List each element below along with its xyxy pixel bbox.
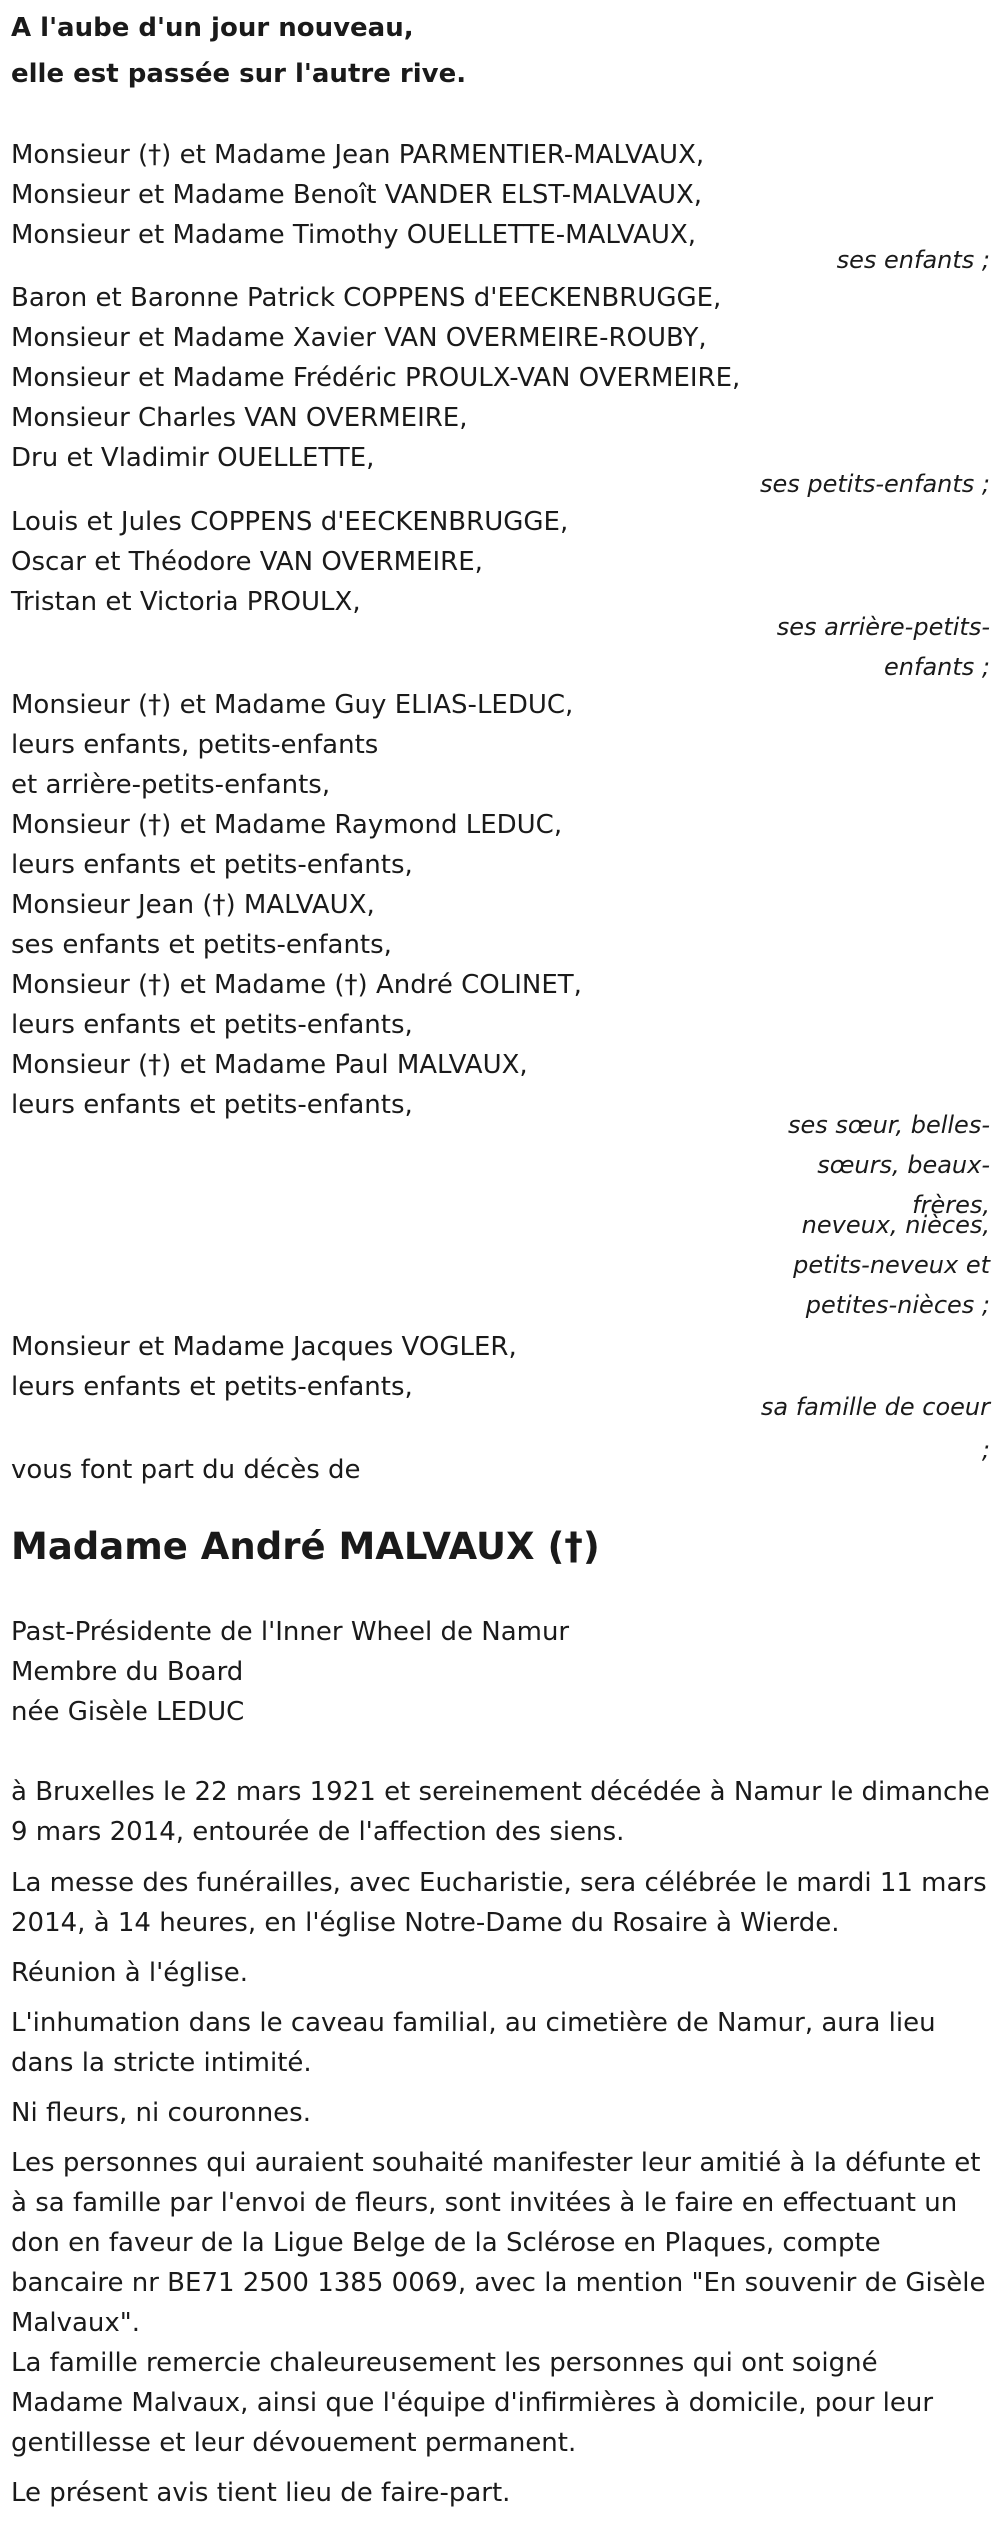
relation-label: petites-nièces ; [805, 1291, 990, 1319]
family-line: Monsieur (†) et Madame Jean PARMENTIER-MALVAUX, [11, 140, 705, 170]
family-line: et arrière-petits-enfants, [11, 770, 331, 800]
family-line: Oscar et Théodore VAN OVERMEIRE, [11, 547, 483, 577]
title-line: Membre du Board [11, 1657, 244, 1687]
family-line: leurs enfants et petits-enfants, [11, 1010, 413, 1040]
relation-label: petits-neveux et [793, 1251, 990, 1279]
family-line: Monsieur (†) et Madame Guy ELIAS-LEDUC, [11, 690, 574, 720]
family-line: Monsieur (†) et Madame (†) André COLINET, [11, 970, 582, 1000]
relation-label: ses arrière-petits- [776, 613, 990, 641]
family-line: Monsieur (†) et Madame Raymond LEDUC, [11, 810, 563, 840]
paragraph-thanks: La famille remercie chaleureusement les personnes qui ont soigné Madame Malvaux, ainsi que l'équipe d'infirmières à domicile, pour leur gentillesse et leur dévouement permanent. [11, 2348, 934, 2458]
relation-label: enfants ; [884, 653, 990, 681]
intro-line: A l'aube d'un jour nouveau, [11, 13, 414, 43]
relation-label: sa famille de coeur [760, 1393, 990, 1421]
relation-label: ses enfants ; [836, 246, 990, 274]
family-line: Monsieur et Madame Benoît VANDER ELST-MALVAUX, [11, 180, 703, 210]
paragraph-no-flowers: Ni fleurs, ni couronnes. [11, 2098, 311, 2128]
family-line: Monsieur Charles VAN OVERMEIRE, [11, 403, 468, 433]
announcement-line: vous font part du décès de [11, 1455, 361, 1485]
paragraph-burial: L'inhumation dans le caveau familial, au cimetière de Namur, aura lieu dans la stricte intimité. [11, 2008, 936, 2078]
paragraph-gathering: Réunion à l'église. [11, 1958, 249, 1988]
family-line: Monsieur et Madame Jacques VOGLER, [11, 1332, 517, 1362]
relation-label: ses sœur, belles- [788, 1111, 990, 1139]
family-line: Monsieur (†) et Madame Paul MALVAUX, [11, 1050, 528, 1080]
family-line: Monsieur et Madame Xavier VAN OVERMEIRE-ROUBY, [11, 323, 707, 353]
family-line: ses enfants et petits-enfants, [11, 930, 392, 960]
family-line: Baron et Baronne Patrick COPPENS d'EECKENBRUGGE, [11, 283, 722, 313]
title-line: née Gisèle LEDUC [11, 1697, 245, 1727]
relation-label: neveux, nièces, [801, 1211, 990, 1239]
family-line: leurs enfants et petits-enfants, [11, 850, 413, 880]
relation-label: frères, [912, 1191, 990, 1219]
family-line: Monsieur et Madame Timothy OUELLETTE-MALVAUX, [11, 220, 697, 250]
deceased-name: Madame André MALVAUX (†) [11, 1525, 600, 1568]
paragraph-funeral-mass: La messe des funérailles, avec Eucharistie, sera célébrée le mardi 11 mars 2014, à 14 heures, en l'église Notre-Dame du Rosaire à Wierde. [11, 1868, 987, 1938]
relation-label: ses petits-enfants ; [759, 470, 990, 498]
family-line: Dru et Vladimir OUELLETTE, [11, 443, 375, 473]
relation-label: ; [981, 1436, 990, 1464]
family-line: Louis et Jules COPPENS d'EECKENBRUGGE, [11, 507, 569, 537]
relation-label: sœurs, beaux- [817, 1151, 990, 1179]
paragraph-donation: Les personnes qui auraient souhaité manifester leur amitié à la défunte et à sa famille par l'envoi de fleurs, sont invitées à le faire en effectuant un don en faveur de la Ligue Belge de la Sclérose en Plaques, compte bancaire nr BE71 2500 1385 0069, avec la mention "En souvenir de Gisèle Malvaux". [11, 2148, 986, 2338]
family-line: leurs enfants et petits-enfants, [11, 1372, 413, 1402]
family-line: Tristan et Victoria PROULX, [11, 587, 361, 617]
family-line: leurs enfants et petits-enfants, [11, 1090, 413, 1120]
family-line: Monsieur Jean (†) MALVAUX, [11, 890, 375, 920]
family-line: leurs enfants, petits-enfants [11, 730, 379, 760]
paragraph-closing: Le présent avis tient lieu de faire-part. [11, 2478, 511, 2508]
paragraph-birth-death: à Bruxelles le 22 mars 1921 et sereinement décédée à Namur le dimanche 9 mars 2014, entourée de l'affection des siens. [11, 1777, 990, 1847]
family-line: Monsieur et Madame Frédéric PROULX-VAN OVERMEIRE, [11, 363, 741, 393]
title-line: Past-Présidente de l'Inner Wheel de Namur [11, 1617, 570, 1647]
intro-line: elle est passée sur l'autre rive. [11, 59, 467, 89]
